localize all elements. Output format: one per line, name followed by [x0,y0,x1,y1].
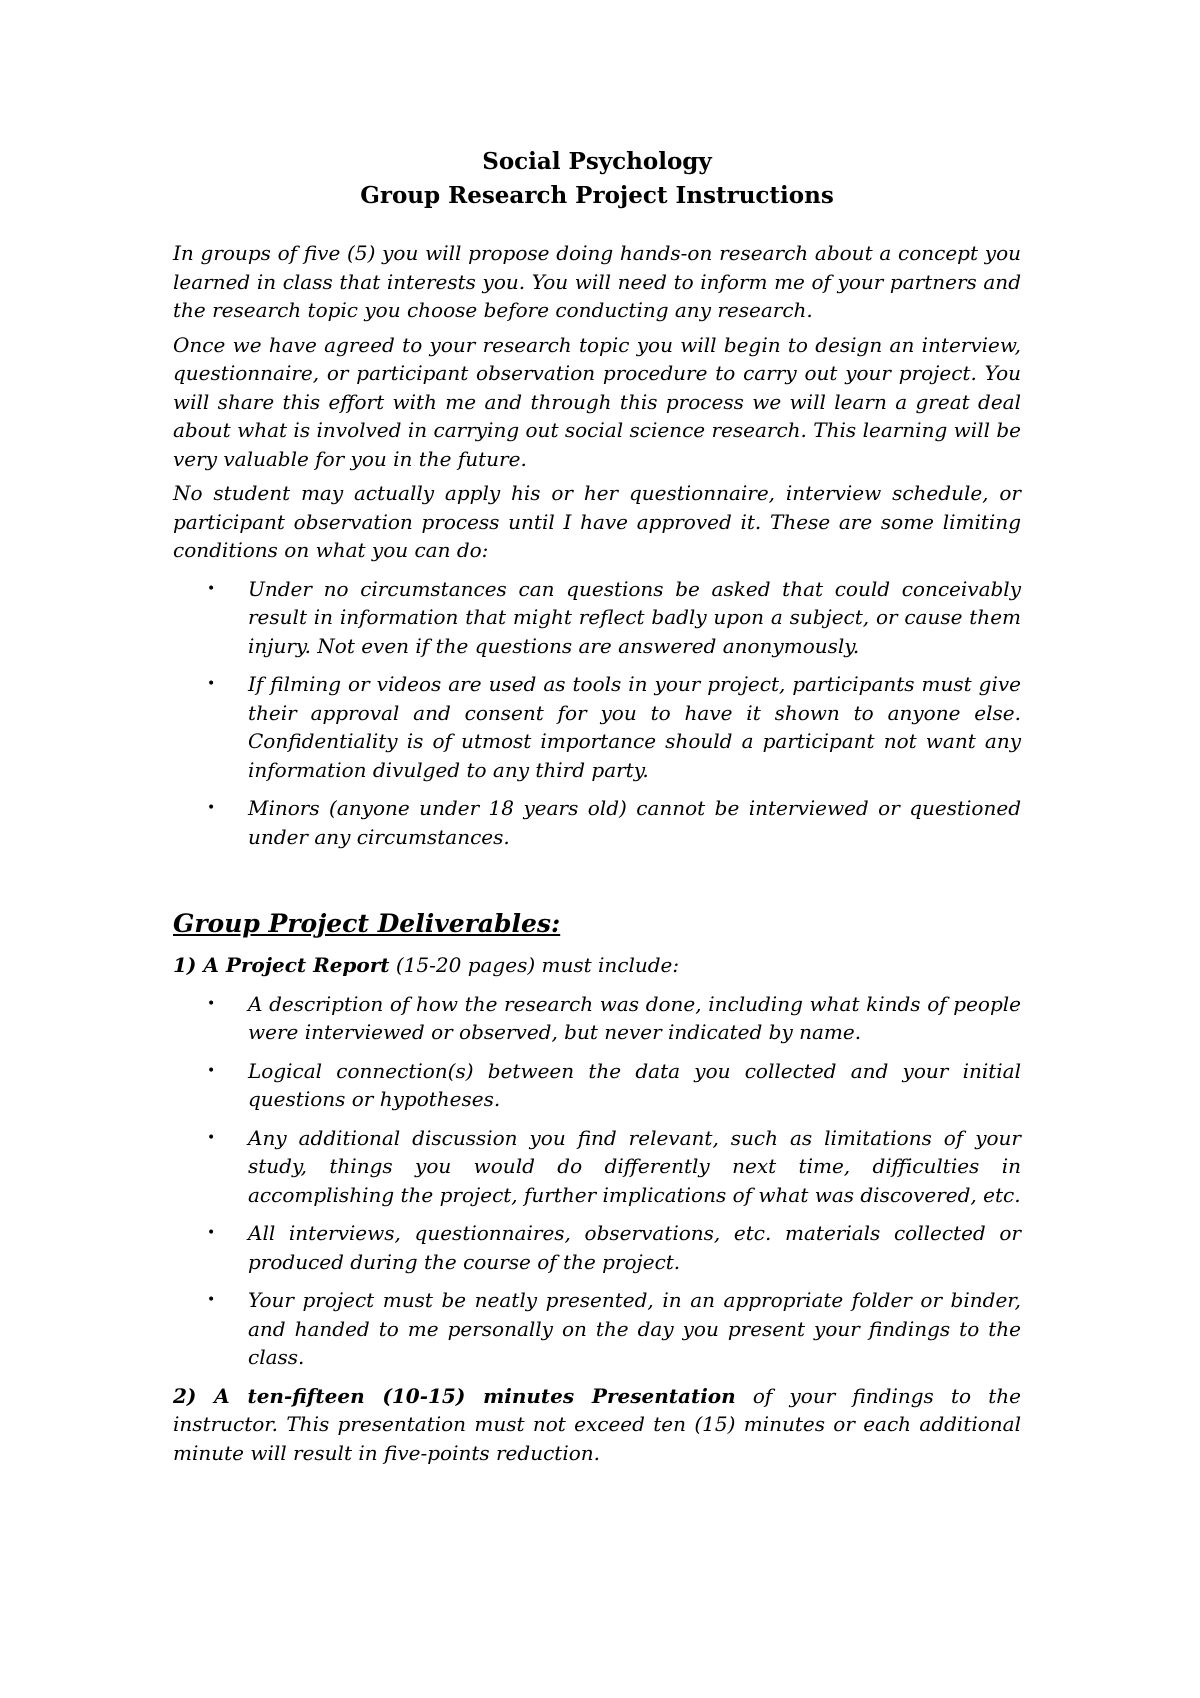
bullet-icon: • [207,995,216,1012]
list-item [173,1124,1021,1210]
list-item [173,575,1021,661]
title-block [173,145,1021,213]
document-content [173,145,1021,1473]
bullet-icon: • [207,676,216,692]
presentation-label: 2) A ten-fifteen (10-15) minutes Presentation [173,1383,736,1408]
bullet-icon: • [207,800,216,816]
conditions-list [173,575,1021,852]
list-item [173,794,1021,851]
list-item [173,1286,1021,1372]
project-report-line [173,951,1021,980]
requirement-text: All interviews, questionnaires, observations, etc. materials collected or produced during the course of the project. [248,1221,1021,1274]
intro-paragraph-2: Once we have agreed to your research topic you will begin to design an interview, questionnaire, or participant observation procedure to carry out your project. You will share this effort with me and through this process we will learn a great deal about what is involved in carrying out social science research. This learning will be very valuable for you in the future. [173,332,1021,471]
condition-text: Minors (anyone under 18 years old) cannot be interviewed or questioned under any circumstances. [248,796,1021,849]
bullet-icon: • [207,1225,216,1241]
bullet-icon: • [207,1129,216,1146]
bullet-icon: • [207,580,216,597]
list-item [173,670,1021,784]
intro-paragraph-1: In groups of five (5) you will propose doing hands-on research about a concept you learned in class that interests you. You will need to inform me of your partners and the research topic you choose before conducting any research. [173,241,1021,322]
requirement-text: Any additional discussion you find relevant, such as limitations of your study, things you would do differently next time, difficulties in accomplishing the project, further implications of what was discovered, etc. [248,1125,1021,1207]
intro-paragraph-3: No student may actually apply his or her questionnaire, interview schedule, or participant observation process until I have approved it. These are some limiting conditions on what you can do: [173,481,1021,562]
project-report-label: 1) A Project Report [173,953,390,977]
bullet-icon: • [207,1292,216,1308]
list-item [173,1057,1021,1114]
deliverables-heading: Group Project Deliverables: [173,909,561,938]
document-title: Group Research Project Instructions [360,182,834,209]
list-item [173,990,1021,1047]
report-requirements-list [173,990,1021,1372]
requirement-text: A description of how the research was done, including what kinds of people were interviewed or observed, but never indicated by name. [248,991,1021,1044]
requirement-text: Your project must be neatly presented, in an appropriate folder or binder, and handed to me personally on the day you present your findings to the class. [248,1288,1021,1369]
presentation-paragraph [173,1382,1021,1468]
requirement-text: Logical connection(s) between the data you collected and your initial questions or hypotheses. [248,1058,1021,1111]
condition-text: Under no circumstances can questions be asked that could conceivably result in information that might reflect badly upon a subject, or cause them injury. Not even if the questions are answered anonymously. [248,576,1021,658]
condition-text: If filming or videos are used as tools in your project, participants must give their approval and consent for you to have it shown to anyone else. Confidentiality is of utmost importance should a participant not want any information divulged to any third party. [248,672,1021,782]
project-report-rest: (15-20 pages) must include: [389,953,680,977]
list-item [173,1219,1021,1276]
presentation-rest: of your findings to the instructor. This presentation must not exceed ten (15) minutes or each additional minute will result in five-points reduction. [173,1383,1021,1465]
course-title: Social Psychology [482,148,712,175]
bullet-icon: • [207,1062,216,1079]
